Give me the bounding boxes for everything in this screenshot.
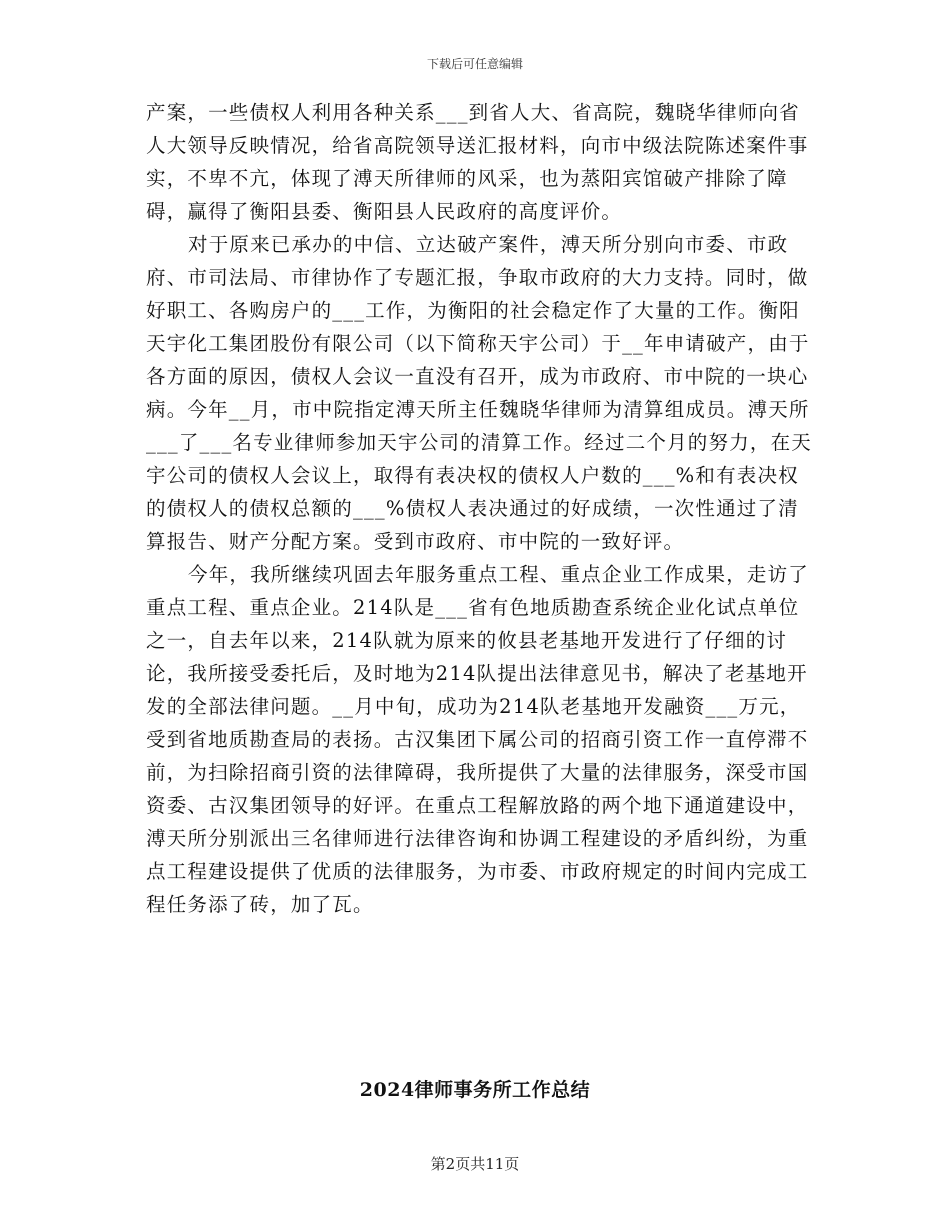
- document-body: [146, 96, 814, 921]
- paragraph-2: 对于原来已承办的中信、立达破产案件，溥天所分别向市委、市政府、市司法局、市律协作了专题汇报，争取市政府的大力支持。同时，做好职工、各购房户的___工作，为衡阳的社会稳定作了大量的工作。衡阳天宇化工集团股份有限公司（以下简称天宇公司）于__年申请破产，由于各方面的原因，债权人会议一直没有召开，成为市政府、市中院的一块心病。今年__月，市中院指定溥天所主任魏晓华律师为清算组成员。溥天所___了___名专业律师参加天宇公司的清算工作。经过二个月的努力，在天宇公司的债权人会议上，取得有表决权的债权人户数的___%和有表决权的债权人的债权总额的___%债权人表决通过的好成绩，一次性通过了清算报告、财产分配方案。受到市政府、市中院的一致好评。: [146, 233, 813, 553]
- section-heading: 2024律师事务所工作总结: [359, 1079, 591, 1101]
- paragraph-1: 产案，一些债权人利用各种关系___到省人大、省高院，魏晓华律师向省人大领导反映情况，给省高院领导送汇报材料，向市中级法院陈述案件事实，不卑不亢，体现了溥天所律师的风采，也为蒸阳宾馆破产排除了障碍，赢得了衡阳县委、衡阳县人民政府的高度评价。: [146, 101, 809, 223]
- page-header-note: 下载后可任意编辑: [426, 57, 523, 71]
- page-number: 第2页共11页: [430, 1155, 520, 1173]
- paragraph-3: 今年，我所继续巩固去年服务重点工程、重点企业工作成果，走访了重点工程、重点企业。214队是___省有色地质勘查系统企业化试点单位之一，自去年以来，214队就为原来的攸县老基地开发进行了仔细的讨论，我所接受委托后，及时地为214队提出法律意见书，解决了老基地开发的全部法律问题。__月中旬，成功为214队老基地开发融资___万元，受到省地质勘查局的表扬。古汉集团下属公司的招商引资工作一直停滞不前，为扫除招商引资的法律障碍，我所提供了大量的法律服务，深受市国资委、古汉集团领导的好评。在重点工程解放路的两个地下通道建设中，溥天所分别派出三名律师进行法律咨询和协调工程建设的矛盾纠纷，为重点工程建设提供了优质的法律服务，为市委、市政府规定的时间内完成工程任务添了砖，加了瓦。: [146, 563, 810, 916]
